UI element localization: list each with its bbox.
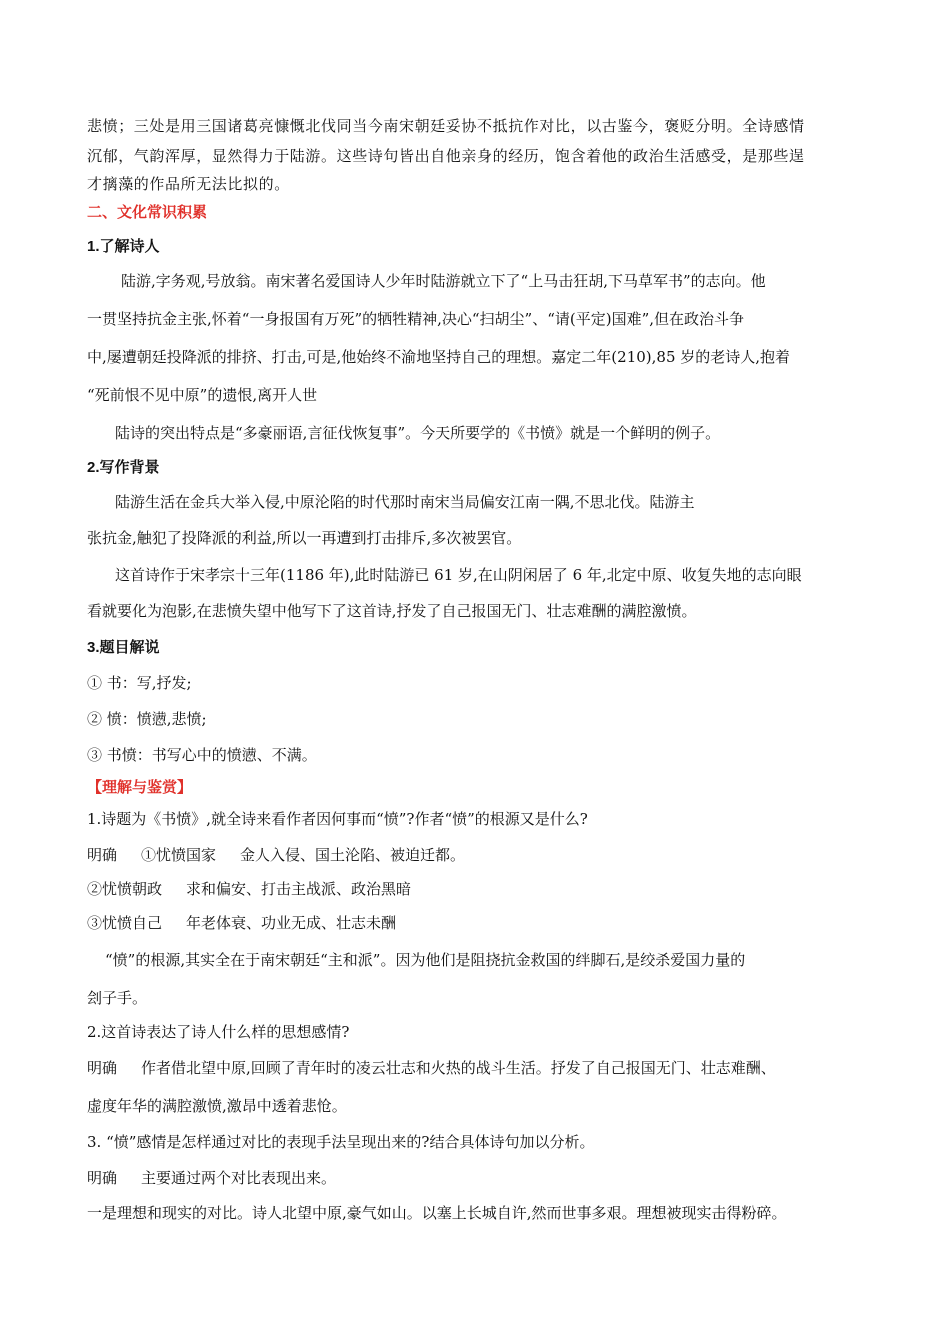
answer-1-row-3 — [87, 913, 396, 933]
background-para-line-2: 张抗金,触犯了投降派的利益,所以一再遭到打击排斥,多次被罢官。 — [87, 529, 522, 547]
answer-2-line-1: 作者借北望中原,回顾了青年时的凌云壮志和火热的战斗生活。抒发了自己报国无门、壮志难酬、 — [141, 1059, 776, 1077]
answer-label: 明确 — [87, 1169, 118, 1187]
answer-1-root-line-2: 刽子手。 — [87, 989, 148, 1007]
answer-label: 明确 — [87, 846, 118, 864]
title-item-1: ① 书：写,抒发; — [87, 674, 192, 692]
intro-line-1: 悲愤；三处是用三国诸葛亮慷慨北伐同当今南宋朝廷妥协不抵抗作对比，以古鉴今，褒贬分明。全诗感情 — [87, 117, 805, 135]
poet-para-2: 陆诗的突出特点是“多豪丽语,言征伐恢复事”。今天所要学的《书愤》就是一个鲜明的例子。 — [115, 424, 721, 442]
subheading-title: 3.题目解说 — [87, 639, 160, 656]
answer-1-item-1-label: ①忧愤国家 — [141, 846, 217, 864]
answer-1-item-1-text: 金人入侵、国土沦陷、被迫迁都。 — [240, 846, 466, 864]
answer-1-row-1 — [87, 845, 465, 865]
title-item-3: ③ 书愤：书写心中的愤懑、不满。 — [87, 746, 317, 764]
subheading-poet: 1.了解诗人 — [87, 238, 160, 255]
question-2 — [87, 1022, 349, 1042]
answer-3-line-2: 一是理想和现实的对比。诗人北望中原,豪气如山。以塞上长城自许,然而世事多艰。理想被现实击得粉碎。 — [87, 1204, 787, 1222]
answer-1-item-3-text: 年老体衰、功业无成、壮志未酬 — [186, 914, 397, 932]
answer-1-item-3-label: ③忧愤自己 — [87, 914, 163, 932]
title-item-2: ② 愤：愤懑,悲愤; — [87, 710, 207, 728]
poet-para-line-4: “死前恨不见中原”的遗恨,离开人世 — [87, 386, 318, 404]
intro-line-3: 才摛藻的作品所无法比拟的。 — [87, 175, 290, 193]
answer-1-row-2 — [87, 879, 411, 899]
question-3: 3. “愤”感情是怎样通过对比的表现手法呈现出来的?结合具体诗句加以分析。 — [87, 1133, 595, 1151]
answer-1-item-2-text: 求和偏安、打击主战派、政治黑暗 — [186, 880, 412, 898]
poet-para-line-1: 陆游,字务观,号放翁。南宋著名爱国诗人少年时陆游就立下了“上马击狂胡,下马草军书”的志向。他 — [121, 272, 766, 290]
answer-2-line-2: 虚度年华的满腔激愤,激昂中透着悲怆。 — [87, 1097, 347, 1115]
section-heading-appreciation: 【理解与鉴赏】 — [87, 779, 193, 796]
background-para2-line-2: 看就要化为泡影,在悲愤失望中他写下了这首诗,抒发了自己报国无门、壮志难酬的满腔激愤。 — [87, 602, 697, 620]
intro-line-2: 沉郁，气韵浑厚，显然得力于陆游。这些诗句皆出自他亲身的经历，饱含着他的政治生活感受，是那些逞 — [87, 147, 805, 165]
poet-para-line-3: 中,屡遭朝廷投降派的排挤、打击,可是,他始终不渝地坚持自己的理想。嘉定二年(210),85 岁的老诗人,抱着 — [87, 348, 791, 366]
answer-1-root-line-1: “愤”的根源,其实全在于南宋朝廷“主和派”。因为他们是阻挠抗金救国的绊脚石,是绞杀爱国力量的 — [105, 951, 746, 969]
question-2-text: 2.这首诗表达了诗人什么样的思想感情? — [87, 1023, 350, 1041]
background-para2-line-1: 这首诗作于宋孝宗十三年(1186 年),此时陆游已 61 岁,在山阴闲居了 6 年,北定中原、收复失地的志向眼 — [115, 566, 802, 584]
subheading-background: 2.写作背景 — [87, 459, 160, 476]
answer-label: 明确 — [87, 1059, 118, 1077]
section-heading-culture: 二、文化常识积累 — [87, 204, 208, 221]
answer-3-line-1: 主要通过两个对比表现出来。 — [141, 1169, 337, 1187]
poet-para-line-2: 一贯坚持抗金主张,怀着“一身报国有万死”的牺牲精神,决心“扫胡尘”、“请(平定)国难”,但在政治斗争 — [87, 310, 745, 328]
answer-1-item-2-label: ②忧愤朝政 — [87, 880, 163, 898]
background-para-line-1: 陆游生活在金兵大举入侵,中原沦陷的时代那时南宋当局偏安江南一隅,不思北伐。陆游主 — [115, 493, 695, 511]
answer-3-row-1 — [87, 1168, 336, 1188]
question-1: 1.诗题为《书愤》,就全诗来看作者因何事而“愤”?作者“愤”的根源又是什么? — [87, 810, 588, 828]
answer-2-row-1 — [87, 1058, 776, 1078]
